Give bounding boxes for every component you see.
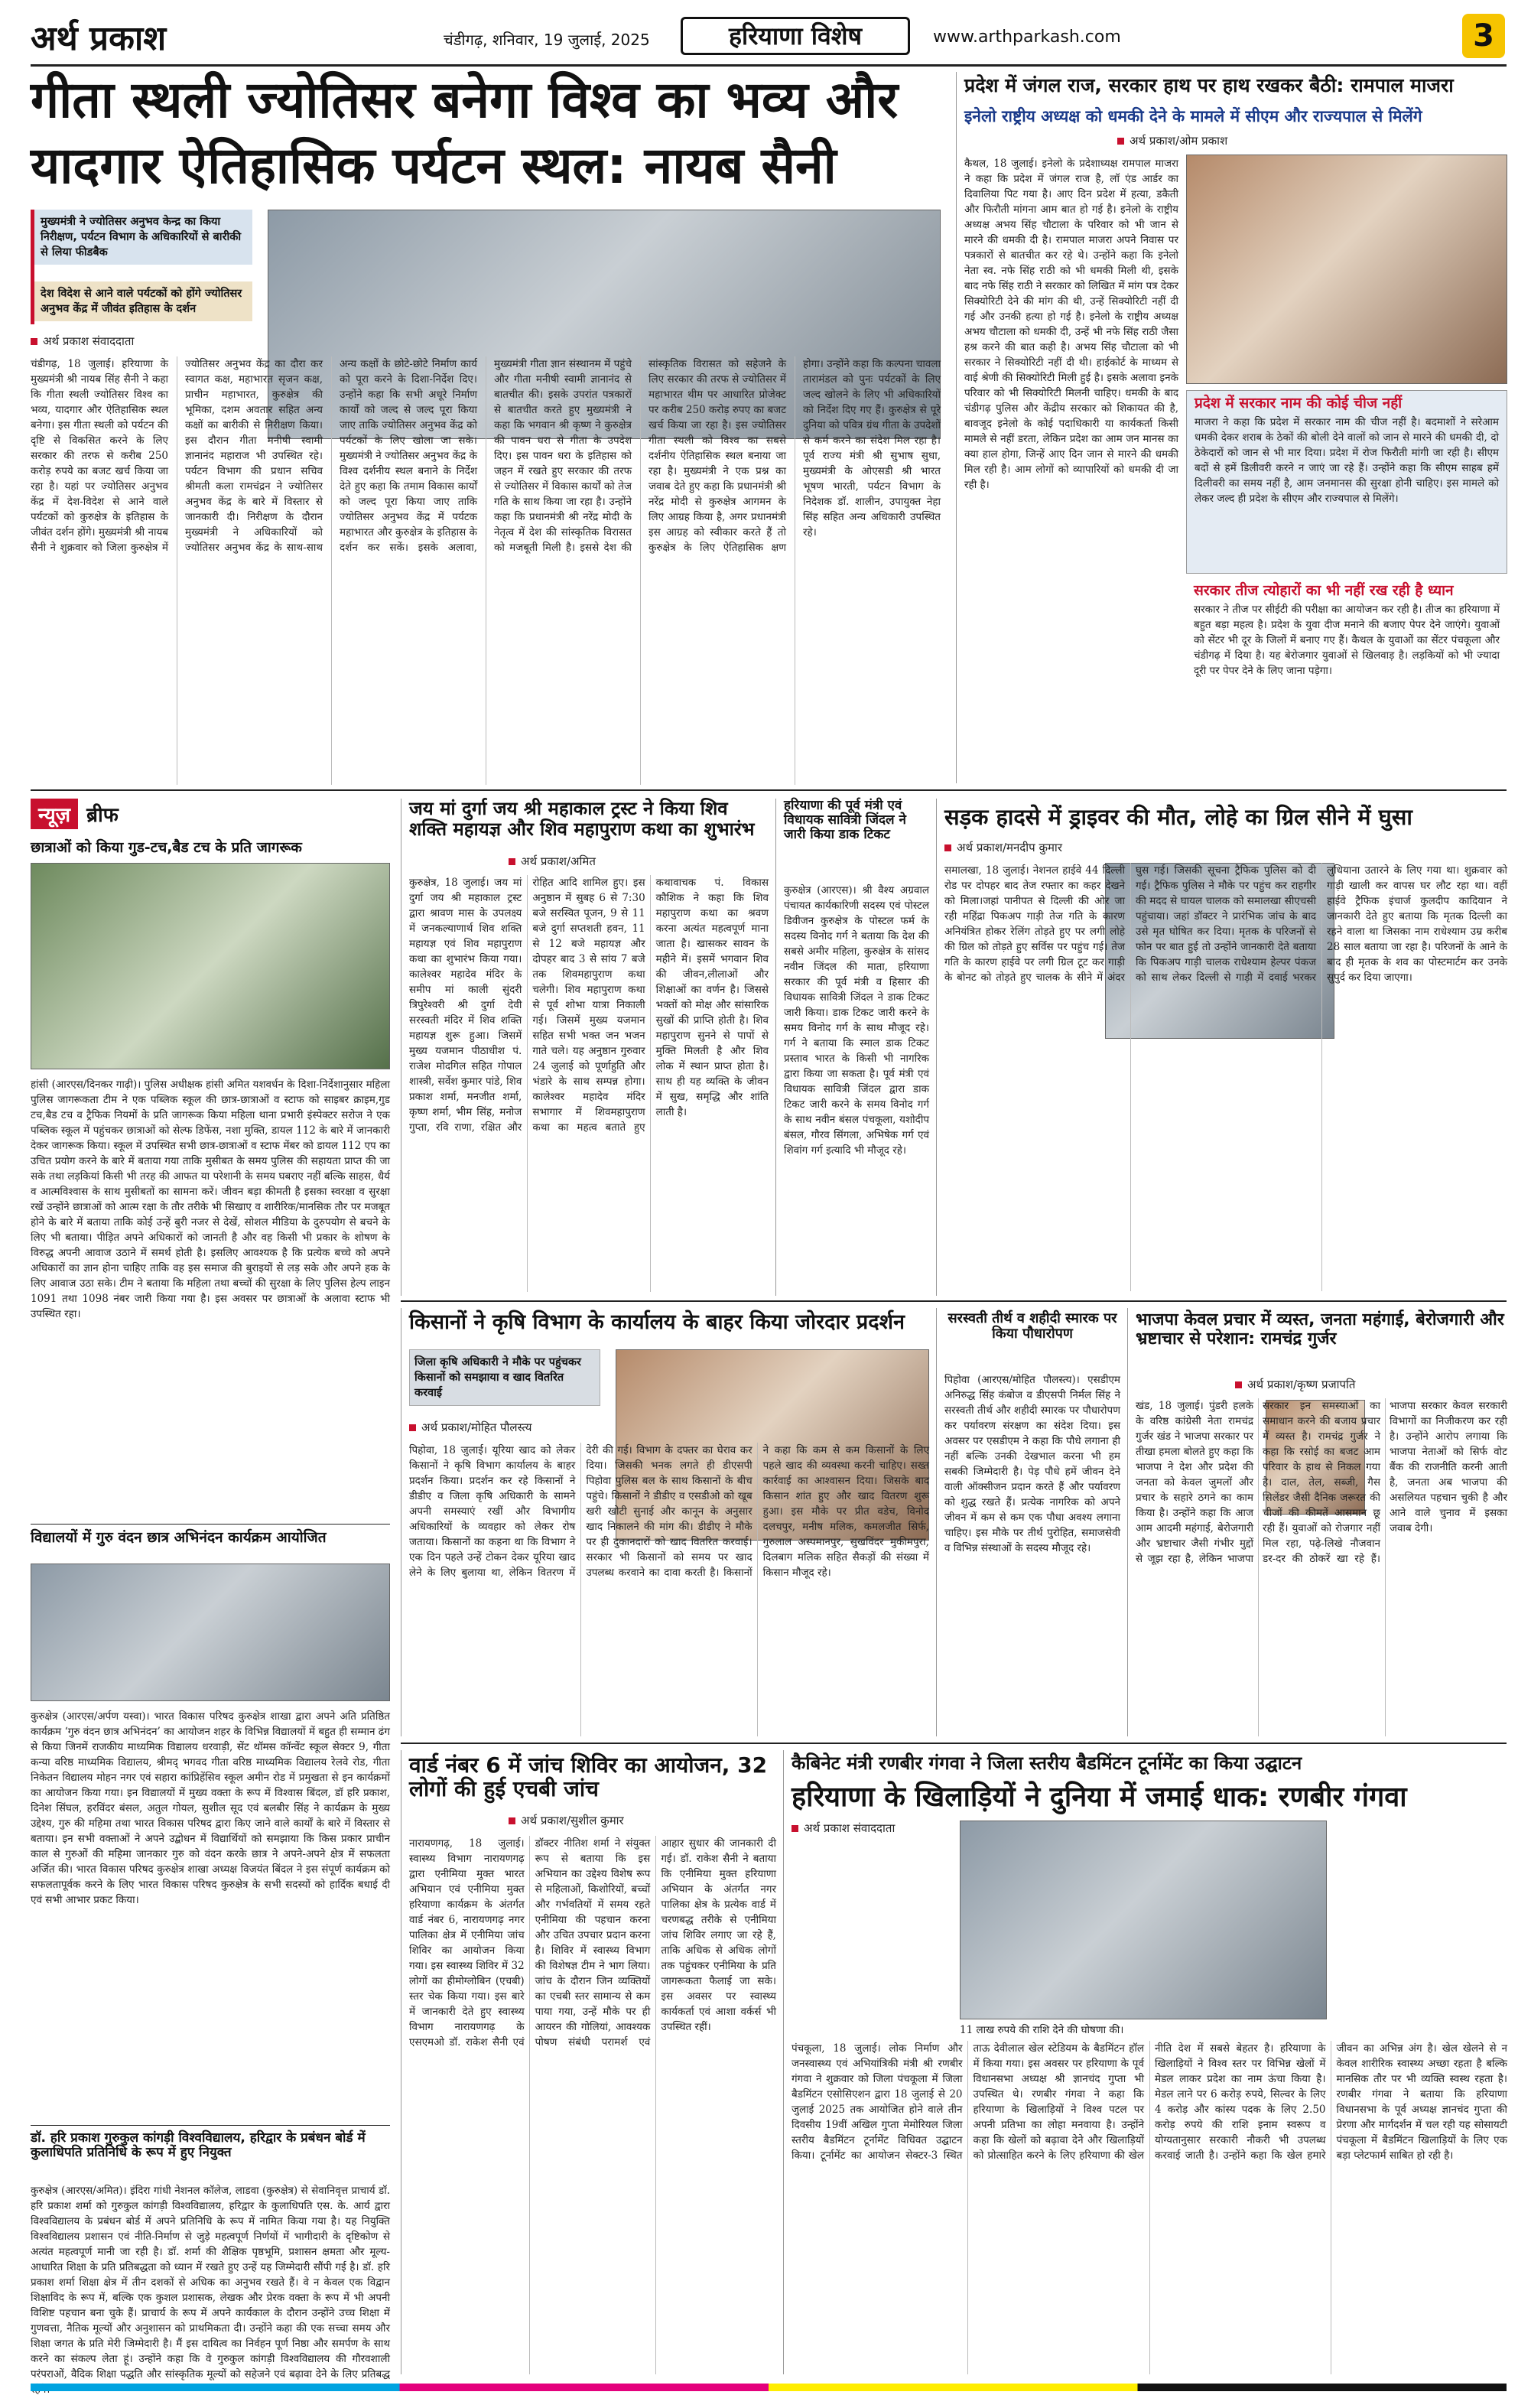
- rampal-story: [956, 72, 1507, 783]
- brief-rule-2: [31, 2125, 390, 2126]
- news-brief: [31, 799, 390, 2380]
- brief-3-title: डॉ. हरि प्रकाश गुरुकुल कांगड़ी विश्वविद्यालय, हरिद्वार के प्रबंधन बोर्ड में कुलाधिपति प्रतिनिधि के रूप में हुए नियुक्त: [31, 2130, 366, 2161]
- brief-rule-1: [31, 1524, 390, 1525]
- lead-highlight-2: देश विदेश से आने वाले पर्यटकों को होंगे ज्योतिसर अनुभव केंद्र में जीवंत इतिहास के दर्शन: [34, 281, 252, 321]
- farmers-story: [401, 1308, 928, 1736]
- rampal-body: कैथल, 18 जुलाई। इनेलो के प्रदेशाध्यक्ष रामपाल माजरा ने कहा कि प्रदेश में जंगल राज है, लॉ एंड आर्डर का दिवालिया पिट गया है। आए दिन प्रदेश में हत्या, डकैती और फिरौती मांगना आम बात हो गई है। इनेलो के राष्ट्रीय अध्यक्ष अभय सिंह चौटाला के परिवार को भी जान से मारने की धमकी दी है। रामपाल माजरा अपने निवास पर पत्रकारों से बातचीत कर रहे थे। उन्होंने कहा कि इनेलो नेता स्व. नफे सिंह राठी को भी धमकी मिली थी, इसके बाद नफे सिंह राठी ने सरकार को लिखित में मांग पत्र देकर सिक्योरिटी देने की मांग की थी, उन्हें सिक्योरिटी नहीं दी गई और उनकी हत्या हो गई है। इनेलो के राष्ट्रीय अध्यक्ष अभय चौटाला को धमकी दी, उन्हें भी नफे सिंह राठी जैसा हश्र करने की बात कही है। अभय सिंह चौटाला को भी सरकार ने सिक्योरिटी नहीं दी थी। हाईकोर्ट के माध्यम से वाई श्रेणी की सिक्योरिटी मिली हुई है। इसके अलावा इनके परिवार को भी सिक्योरिटी मिलनी चाहिए। धमकी के बाद चंडीगढ़ पुलिस और केंद्रीय सरकार को शिकायत की है, बावजूद इनेलो के कोई पदाधिकारी या कार्यकर्ता किसी मामले से नहीं डरता, लेकिन प्रदेश का आम जन मानस का क्या हाल होगा, जिन्हें आए दिन जान से मारने की धमकी मिल रही है। आम लोगों को व्यापारियों को धमकी दी जा रही है।: [964, 158, 1178, 491]
- lead-body: चंडीगढ़, 18 जुलाई। हरियाणा के मुख्यमंत्री श्री नायब सिंह सैनी ने कहा कि गीता स्थली ज्योतिसर विश्व का भव्य, यादगार और ऐतिहासिक स्थल बनेगा। इस गीता स्थली को पर्यटन की दृष्टि से विकसित करने के लिए सरकार की तरफ से करीब 250 करोड़ रुपये का बजट खर्च किया जा रहा है। यहां पर ज्योतिसर अनुभव केंद्र में देश-विदेश से आने वाले पर्यटकों को कुरुक्षेत्र के इतिहास के जीवंत दर्शन होंगे। मुख्यमंत्री श्री नायब सैनी ने शुक्रवार को जिला कुरुक्षेत्र में ज्योतिसर अनुभव केंद्र का दौरा कर स्वागत कक्ष, महाभारत सृजन कक्ष, प्राचीन महाभारत, कुरुक्षेत्र की भूमिका, दशम अवतार सहित अन्य कक्षों का बारीकी से निरीक्षण किया। इस दौरान गीता मनीषी स्वामी ज्ञानानंद महाराज भी उपस्थित रहे। पर्यटन विभाग की प्रधान सचिव श्रीमती कला रामचंद्रन ने ज्योतिसर अनुभव केंद्र के बारे में विस्तार से जानकारी दी। निरीक्षण के दौरान मुख्यमंत्री ने अधिकारियों को ज्योतिसर अनुभव केंद्र के साथ-साथ अन्य कक्षों के छोटे-छोटे निर्माण कार्य को पूरा करने के दिशा-निर्देश दिए। उन्होंने कहा कि सभी अधूरे निर्माण कार्यों को जल्द से जल्द पूरा किया जाए ताकि ज्योतिसर अनुभव केंद्र को पर्यटकों के लिए खोला जा सके। मुख्यमंत्री ने ज्योतिसर अनुभव केंद्र के विश्व दर्शनीय स्थल बनाने के निर्देश देते हुए कहा कि तमाम विकास कार्यों को जल्द पूरा किया जाए ताकि ज्योतिसर अनुभव केंद्र में पर्यटक महाभारत और कुरुक्षेत्र के इतिहास के दर्शन कर सकें। इसके अलावा, मुख्यमंत्री गीता ज्ञान संस्थानम में पहुंचे और गीता मनीषी स्वामी ज्ञानानंद से बातचीत की। इसके उपरांत पत्रकारों से बातचीत करते हुए मुख्यमंत्री ने कहा कि भगवान श्री कृष्ण ने कुरुक्षेत्र की पावन धरा से गीता के उपदेश दिए। इस पावन धरा के इतिहास को जहन में रखते हुए सरकार की तरफ से ज्योतिसर में विकास कार्यों को तेज गति के साथ किया जा रहा है। उन्होंने कहा कि प्रधानमंत्री श्री नरेंद्र मोदी के नेतृत्व में देश की सांस्कृतिक विरासत को मजबूती मिली है। इससे देश की सांस्कृतिक विरासत को सहेजने के लिए सरकार की तरफ से ज्योतिसर में महाभारत थीम पर आधारित प्रोजेक्ट पर करीब 250 करोड़ रुपए का बजट खर्च किया जा रहा है। इस ज्योतिसर गीता स्थली को विश्व का सबसे दर्शनीय ऐतिहासिक स्थल बनाया जा रहा है। मुख्यमंत्री ने एक प्रश्न का जवाब देते हुए कहा कि प्रधानमंत्री श्री नरेंद्र मोदी से कुरुक्षेत्र आगमन के लिए आग्रह किया है, अगर प्रधानमंत्री इस आग्रह को स्वीकार करते हैं तो कुरुक्षेत्र के लिए ऐतिहासिक क्षण होगा। उन्होंने कहा कि कल्पना चावला तारामंडल को पुनः पर्यटकों के लिए जल्द खोलने के लिए भी अधिकारियों को निर्देश दिए गए हैं। कुरुक्षेत्र से पूरे दुनिया को पवित्र ग्रंथ गीता के उपदेशों से कर्म करने का संदेश मिल रहा है। पूर्व राज्य मंत्री श्री सुभाष सुधा, मुख्यमंत्री के ओएसडी श्री भारत भूषण भारती, पर्यटन विभाग के निदेशक डॉ. शालीन, उपायुक्त नेहा सिंह सहित अन्य अधिकारी उपस्थित रहे।: [31, 358, 941, 554]
- brief-1-title: छात्राओं को किया गुड-टच,बैड टच के प्रति जागरूक: [31, 839, 302, 856]
- page-number: 3: [1462, 14, 1505, 58]
- paper-name: अर्थ प्रकाश: [31, 19, 167, 58]
- durga-byline: अर्थ प्रकाश/अमित: [509, 854, 596, 869]
- gangwa-headline-2: हरियाणा के खिलाड़ियों ने दुनिया में जमाई धाक: रणबीर गंगवा: [792, 1782, 1407, 1813]
- brief-2-body: कुरुक्षेत्र (आरएस/अर्पण यस्वा)। भारत विकास परिषद कुरुक्षेत्र शाखा द्वारा अपने अति प्रतिष्ठित कार्यक्रम ‘गुरु वंदन छात्र अभिनंदन’ का आयोजन शहर के विभिन्न विद्यालयों में बहुत ही सम्मान ढंग से किया जिनमें राजकीय माध्यमिक विद्यालय धरवाड़ी, सेंट थॉमस कॉन्वेंट स्कूल सेक्टर 9, गीता कन्या वरिष्ठ माध्यमिक विद्यालय, श्रीमद् भगवद गीता वरिष्ठ माध्यमिक विद्यालय रेलवे रोड, गीता निकेतन विद्यालय मोहन नगर एवं सहारा कांप्रिहेंसिव स्कूल अमीन रोड में प्रमुखता से इन कार्यक्रमों का आयोजन किया गया। इन विद्यालयों में मुख्य वक्ता के रूप में विश्वास बिंदल, डॉ हरि प्रकाश, दिनेश सिंघल, हरविंदर बंसल, अतुल गोयल, सुशील सूद एवं बलबीर सिंह ने कार्यक्रम के मुख्य उद्देश्य, गुरु की महिमा तथा भारत विकास परिषद द्वारा किए जाने वाले कार्यों के बारे में विस्तार से बताया। इन सभी वक्ताओं ने अपने उद्बोधन में विद्यार्थियों को समझाया कि किस प्रकार प्राचीन काल से गुरुओं की महिमा जानकार गुरु को वंदन करके छात्र ने अपने-अपने क्षेत्र में सफलता अर्जित की। भारत विकास परिषद कुरुक्षेत्र शाखा अध्यक्ष विजयंत बिंदल ने इस संपूर्ण कार्यक्रम को सफलतापूर्वक करने के लिए भारत विकास परिषद कुरुक्षेत्र के सभी सदस्यों को हार्दिक बधाई दी एवं सभी आभार प्रकट किया।: [31, 1710, 390, 1906]
- brief-logo-part1: न्यूज़: [31, 799, 78, 829]
- lead-headline-1: गीता स्थली ज्योतिसर बनेगा विश्व का भव्य और: [31, 70, 899, 129]
- gangwa-byline: अर्थ प्रकाश संवाददाता: [792, 1821, 895, 1836]
- dateline: चंडीगढ़, शनिवार, 19 जुलाई, 2025: [444, 31, 650, 49]
- lead-highlight-1: मुख्यमंत्री ने ज्योतिसर अनुभव केन्द्र का किया निरीक्षण, पर्यटन विभाग के अधिकारियों से बारीकी से लिया फीडबैक: [34, 210, 252, 265]
- gurjar-headline: भाजपा केवल प्रचार में व्यस्त, जनता महंगाई, बेरोजगारी और भ्रष्टाचार से परेशान: रामचंद्र गुर्जर: [1136, 1310, 1504, 1349]
- rampal-headline: प्रदेश में जंगल राज, सरकार हाथ पर हाथ रखकर बैठी: रामपाल माजरा: [964, 74, 1454, 96]
- brief-2-photo: [31, 1564, 390, 1701]
- gangwa-body: पंचकूला, 18 जुलाई। लोक निर्माण और जनस्वास्थ्य एवं अभियांत्रिकी मंत्री श्री रणबीर गंगवा ने शुक्रवार को जिला पंचकूला में जिला बैडमिंटन एसोसिएशन द्वारा 18 जुलाई से 20 जुलाई 2025 तक आयोजित होने वाले तीन दिवसीय 19वीं अखिल गुप्ता मेमोरियल जिला स्तरीय बैडमिंटन टूर्नामेंट विधिवत उद्घाटन किया। टूर्नामेंट का आयोजन सेक्टर-3 स्थित ताऊ देवीलाल खेल स्टेडियम के बैडमिंटन हॉल में किया गया। इस अवसर पर हरियाणा के पूर्व विधानसभा अध्यक्ष श्री ज्ञानचंद गुप्ता भी उपस्थित थे। रणबीर गंगवा ने कहा कि हरियाणा के खिलाड़ियों ने विश्व पटल पर अपनी प्रतिभा का लोहा मनवाया है। उन्होंने कहा कि खेलों को बढ़ावा देने और खिलाड़ियों को प्रोत्साहित करने के लिए हरियाणा की खेल नीति देश में सबसे बेहतर है। हरियाणा के खिलाड़ियों ने विश्व स्तर पर विभिन्न खेलों में मेडल लाकर प्रदेश का नाम ऊंचा किया है। मेडल लाने पर 6 करोड़ रुपये, सिल्वर के लिए 4 करोड़ और कांस्य पदक के लिए 2.50 करोड़ रुपये की राशि इनाम स्वरूप व योग्यतानुसार सरकारी नौकरी भी उपलब्ध करवाई जाती है। उन्होंने कहा कि खेल हमारे जीवन का अभिन्न अंग है। खेल खेलने से न केवल शारीरिक स्वास्थ्य अच्छा रहता है बल्कि मानसिक तौर पर भी व्यक्ति स्वस्थ रहता है। रणबीर गंगवा ने बताया कि हरियाणा विधानसभा के पूर्व अध्यक्ष ज्ञानचंद गुप्ता की प्रेरणा और मार्गदर्शन में चल रही यह सोसायटी पंचकूला में बैडमिंटन खिलाड़ियों के लिए एक बड़ा प्लेटफार्म साबित हो रही है।: [792, 2042, 1507, 2162]
- gurjar-byline: अर्थ प्रकाश/कृष्ण प्रजापति: [1235, 1377, 1355, 1392]
- farmers-headline: किसानों ने कृषि विभाग के कार्यालय के बाहर किया जोरदार प्रदर्शन: [409, 1310, 905, 1334]
- savitri-story: [775, 799, 928, 1296]
- brief-logo: [31, 799, 214, 832]
- brief-1-photo: [31, 863, 390, 1069]
- gangwa-photo: [960, 1821, 1327, 2019]
- gangwa-headline-1: कैबिनेट मंत्री रणबीर गंगवा ने जिला स्तरीय बैडमिंटन टूर्नामेंट का किया उद्घाटन: [792, 1752, 1302, 1774]
- gurjar-story: [1127, 1308, 1507, 1736]
- farmers-subhead: जिला कृषि अधिकारी ने मौके पर पहुंचकर किसानों को समझाया व खाद वितरित करवाई: [409, 1349, 600, 1406]
- saraswati-body: पिहोवा (आरएस/मोहित पौलस्त्य)। एसडीएम अनिरुद्ध सिंह कंबोज व डीएसपी निर्मल सिंह ने सरस्वती तीर्थ और शहीदी स्मारक पर पौधारोपण कर पर्यावरण संरक्षण का संदेश दिया। इस अवसर पर एसडीएम ने कहा कि पौधे लगाना ही नहीं बल्कि उनकी देखभाल करना भी हम सबकी जिम्मेदारी है। पेड़ पौधे हमें जीवन देने वाली ऑक्सीजन प्रदान करते हैं और पर्यावरण को शुद्ध रखते हैं। प्रत्येक नागरिक को अपने जीवन में कम से कम एक पौधा अवश्य लगाना चाहिए। इस मौके पर तीर्थ पुरोहित, समाजसेवी व विभिन्न संस्थाओं के सदस्य मौजूद रहे।: [944, 1374, 1120, 1554]
- gurjar-body: खंड, 18 जुलाई। पुंडरी हलके के वरिष्ठ कांग्रेसी नेता रामचंद्र गुर्जर खंड ने भाजपा सरकार पर तीखा हमला बोलते हुए कहा कि भाजपा ने देश और प्रदेश की जनता को केवल जुमलों और प्रचार के सहारे ठगने का काम किया है। उन्होंने कहा कि आज आम आदमी महंगाई, बेरोजगारी और भ्रष्टाचार जैसी गंभीर मुद्दों से जूझ रहा है, लेकिन भाजपा सरकार इन समस्याओं का समाधान करने की बजाय प्रचार में व्यस्त है। रामचंद्र गुर्जर ने कहा कि रसोई का बजट आम परिवार के हाथ से निकल गया है। दाल, तेल, सब्जी, गैस सिलेंडर जैसी दैनिक जरूरत की चीजों की कीमतें आसमान छू रही हैं। युवाओं को रोजगार नहीं मिल रहा, पढ़े-लिखे नौजवान डर-दर की ठोकरें खा रहे हैं। भाजपा सरकार केवल सरकारी विभागों का निजीकरण कर रही है। उन्होंने आरोप लगाया कि भाजपा नेताओं को सिर्फ वोट बैंक की राजनीति करनी आती है, जनता अब भाजपा की असलियत पहचान चुकी है और आने वाले चुनाव में इसका जवाब देगी।: [1136, 1400, 1507, 1565]
- rampal-box-2: [1186, 580, 1507, 718]
- brief-2-title: विद्यालयों में गुरु वंदन छात्र अभिनंदन कार्यक्रम आयोजित: [31, 1529, 327, 1546]
- durga-story: [401, 799, 768, 1296]
- lead-headline-2: यादगार ऐतिहासिक पर्यटन स्थल: नायब सैनी: [31, 136, 837, 195]
- section-rule-1: [31, 789, 1507, 791]
- savitri-headline: हरियाणा की पूर्व मंत्री एवं विधायक सावित्री जिंदल ने जारी किया डाक टिकट: [784, 798, 906, 843]
- saraswati-headline: सरस्वती तीर्थ व शहीदी स्मारक पर किया पौधारोपण: [948, 1310, 1117, 1342]
- section-rule-2: [401, 1300, 1507, 1302]
- gangwa-caption: 11 लाख रुपये की राशि देने की घोषणा की।: [960, 2024, 1124, 2036]
- ward-body: नारायणगढ़, 18 जुलाई। स्वास्थ्य विभाग नारायणगढ़ द्वारा एनीमिया मुक्त भारत अभियान एवं एनीमिया मुक्त हरियाणा कार्यक्रम के अंतर्गत वार्ड नंबर 6, नारायणगढ़ नगर पालिका क्षेत्र में एनीमिया जांच शिविर का आयोजन किया गया। इस स्वास्थ्य शिविर में 32 लोगों का हीमोग्लोबिन (एचबी) स्तर चेक किया गया। इस बारे में जानकारी देते हुए स्वास्थ्य विभाग नारायणगढ़ के एसएमओ डॉ. राकेश सैनी एवं डॉक्टर नीतिश शर्मा ने संयुक्त रूप से बताया कि इस अभियान का उद्देश्य विशेष रूप से महिलाओं, किशोरियों, बच्चों और गर्भवतियों में समय रहते एनीमिया की पहचान करना और उचित उपचार प्रदान करना है। शिविर में स्वास्थ्य विभाग की विशेषज्ञ टीम ने भाग लिया। जांच के दौरान जिन व्यक्तियों का एचबी स्तर सामान्य से कम पाया गया, उन्हें मौके पर ही आयरन की गोलियां, आवश्यक पोषण संबंधी परामर्श एवं आहार सुधार की जानकारी दी गई। डॉ. राकेश सैनी ने बताया कि एनीमिया मुक्त हरियाणा अभियान के अंतर्गत नगर पालिका क्षेत्र के प्रत्येक वार्ड में चरणबद्ध तरीके से एनीमिया जांच शिविर लगाए जा रहे हैं, ताकि अधिक से अधिक लोगों तक पहुंचकर एनीमिया के प्रति जागरूकता फैलाई जा सके। इस अवसर पर स्वास्थ्य कार्यकर्ता एवं आशा वर्कर्स भी उपस्थित रहीं।: [409, 1837, 776, 2048]
- saraswati-story: [936, 1308, 1120, 1736]
- brief-logo-part2: ब्रीफ: [86, 804, 119, 827]
- rampal-subhead: इनेलो राष्ट्रीय अध्यक्ष को धमकी देने के मामले में सीएम और राज्यपाल से मिलेंगे: [964, 107, 1422, 125]
- rampal-box-1-title: प्रदेश में सरकार नाम की कोई चीज नहीं: [1195, 395, 1403, 412]
- section-badge: हरियाणा विशेष: [681, 17, 910, 55]
- rampal-box-2-body: सरकार ने तीज पर सीईटी की परीक्षा का आयोजन कर रही है। तीज का हरियाणा में बहुत बड़ा महत्व है। प्रदेश के युवा दीज मनाने की बजाए पेपर देने जाएंगे। युवाओं को सेंटर भी दूर के जिलों में बनाए गए हैं। कैथल के युवाओं का सेंटर पंचकूला और चंडीगढ़ में दिया है। यह बेरोजगार युवाओं से खिलवाड़ है। लड़कियों को भी ज्यादा दूरी पर पेपर देने के लिए जाना पड़ेगा।: [1194, 604, 1500, 678]
- rampal-photo: [1186, 155, 1507, 384]
- section-rule-3: [401, 1743, 1507, 1744]
- bottom-color-bar: [31, 2384, 1507, 2391]
- website-url: www.arthparkash.com: [933, 28, 1121, 47]
- rampal-box-2-title: सरकार तीज त्योहारों का भी नहीं रख रही है ध्यान: [1194, 582, 1454, 599]
- lead-story: [31, 72, 941, 783]
- rampal-box-1: [1186, 390, 1507, 574]
- accident-body: समालखा, 18 जुलाई। नेशनल हाईवे 44 दिल्ली रोड पर दोपहर बाद तेज रफ्तार का कहर देखने को मिला।जहां पानीपत से दिल्ली की ओर जा रही महिंद्रा पिकअप गाड़ी तेज गति के कारण अनियंत्रित होकर रेलिंग तोड़ते हुए पर लगी लोहे की ग्रिल को तोड़ते हुए सर्विस पर पहुंच गई। तेज गति के कारण हाईवे पर लगी ग्रिल टूट कर गाड़ी के बोनट को तोड़ते हुए चालक के सीने में अंदर घुस गई। जिसकी सूचना ट्रैफिक पुलिस को दी गई। ट्रैफिक पुलिस ने मौके पर पहुंच कर राहगीर की मदद से घायल चालक को समालखा सीएचसी पहुंचाया। जहां डॉक्टर ने प्रारंभिक जांच के बाद उसे मृत घोषित कर दिया। मृतक के परिजनों से फोन पर बात हुई तो उन्होंने जानकारी देते बताया कि पिकअप गाड़ी चालक राधेश्याम हेल्पर पंकज को साथ लेकर दिल्ली से गाड़ी में दवाई भरकर लुधियाना उतारने के लिए गया था। शुक्रवार को गाड़ी खाली कर वापस घर लौट रहा था। वहीं हाईवे ट्रैफिक इंचार्ज कुलदीप कादियान ने जानकारी देते हुए बताया कि मृतक दिल्ली का रहने वाला था जिसका नाम राधेश्याम उम्र करीब 28 साल बताया जा रहा है। परिजनों के आने के बाद ही मृतक के शव का पोस्टमार्टम कर उनके सुपुर्द कर दिया जाएगा।: [944, 864, 1507, 984]
- accident-headline: सड़क हादसे में ड्राइवर की मौत, लोहे का ग्रिल सीने में घुसा: [944, 804, 1412, 830]
- lead-byline: अर्थ प्रकाश संवाददाता: [31, 334, 134, 349]
- accident-byline: अर्थ प्रकाश/मनदीप कुमार: [944, 840, 1062, 855]
- durga-body: कुरुक्षेत्र, 18 जुलाई। जय मां दुर्गा जय श्री महाकाल ट्रस्ट द्वारा श्रावण मास के उपलक्ष्य में जनकल्याणार्थ शिव शक्ति महायज्ञ एवं शिव महापुराण कथा का शुभारंभ किया गया। कालेश्वर महादेव मंदिर के समीप मां काली सुंदरी त्रिपुरेश्वरी श्री दुर्गा देवी सरस्वती मंदिर में शिव शक्ति महायज्ञ शुरू हुआ। जिसमें मुख्य यजमान पीठाधीश पं. राजेश मोदगिल सहित गोपाल शास्त्री, सर्वेश कुमार पांडे, शिव प्रकाश शर्मा, मनजीत शर्मा, कृष्ण शर्मा, भीम सिंह, मनोज गुप्ता, रवि राणा, रक्षित और रोहित आदि शामिल हुए। इस अनुष्ठान में सुबह 6 से 7:30 बजे सरस्वित पूजन, 9 से 11 बजे दुर्गा सप्तशती हवन, 11 से 12 बजे महायज्ञ और दोपहर बाद 3 से सांय 7 बजे तक शिवमहापुराण कथा चलेगी। शिव महापुराण कथा से पूर्व शोभा यात्रा निकाली गई। जिसमें मुख्य यजमान सहित सभी भक्त जन भजन गाते चले। यह अनुष्ठान गुरुवार 24 जुलाई को पूर्णाहुति और भंडारे के साथ सम्पन्न होगा। कालेश्वर महादेव मंदिर सभागार में शिवमहापुराण कथा का महत्व बताते हुए कथावाचक पं. विकास कौशिक ने कहा कि शिव महापुराण कथा का श्रवण करना अत्यंत महत्वपूर्ण माना जाता है। खासकर सावन के महीने में। इसमें भगवान शिव की जीवन,लीलाओं और शिक्षाओं का वर्णन है। जिससे भक्तों को मोक्ष और सांसारिक सुखों की प्राप्ति होती है। शिव महापुराण सुनने से पापों से मुक्ति मिलती है और शिव लोक में स्थान प्राप्त होता है। साथ ही यह व्यक्ति के जीवन में सुख, समृद्धि और शांति लाती है।: [409, 877, 769, 1134]
- ward-story: [401, 1750, 775, 2374]
- durga-headline: जय मां दुर्गा जय श्री महाकाल ट्रस्ट ने किया शिव शक्ति महायज्ञ और शिव महापुराण कथा का शुभारंभ: [409, 798, 755, 840]
- accident-story: [936, 799, 1507, 1296]
- farmers-byline: अर्थ प्रकाश/मोहित पौलस्त्य: [409, 1420, 532, 1435]
- rampal-byline: अर्थ प्रकाश/ओम प्रकाश: [1117, 133, 1227, 148]
- brief-1-body: हांसी (आरएस/दिनकर गाढ़ी)। पुलिस अधीक्षक हांसी अमित यशवर्धन के दिशा-निर्देशानुसार महिला पुलिस जागरूकता टीम ने एक पब्लिक स्कूल की छात्र-छात्राओं व स्टाफ को साइबर क्राइम,गुड टच,बैड टच व ट्रैफिक नियमों के प्रति जागरूक किया महिला थाना प्रभारी इंस्पेक्टर सरोज ने एक पब्लिक स्कूल में पहुंचकर छात्राओं को सेल्फ डिफेंस, नशा मुक्ति, डायल 112 के बारे में जानकारी देकर जागरूक किया। स्कूल में उपस्थित सभी छात्र-छात्राओं व स्टाफ मेंबर को डायल 112 एप का उचित प्रयोग करने के बारे में बताया गया ताकि मुसीबत के समय पुलिस की सहायता प्राप्त की जा सके तथा लड़कियां किसी भी तरह की आफत या परेशानी के समय घबराए नहीं बल्कि साहस, धैर्य व आत्मविश्वास के साथ मुसीबतों का सामना करें। जीवन बड़ा कीमती है इसका स्वरक्षा व सुरक्षा रखें उन्होंने छात्राओं को आत्म रक्षा के तौर तरीके भी सिखाए व शारीरिक/मानसिक तौर पर मजबूत होने के बारे में बताया ताकि कोई उन्हें बुरी नजर से देखें, सोशल मीडिया के दुरुपयोग से बचने के लिए भी बताया। पीड़ित अपने अधिकारों को जानती है और वह किसी भी प्रकार के शोषण के विरुद्ध अपनी आवाज उठाने में समर्थ होती है। इसलिए आवश्यक है कि प्रत्येक बच्चे को अपने अधिकारों का ज्ञान होना चाहिए ताकि वह इस समाज की बुराइयों से लड़ सके और अपने हक के लिए आवाज उठा सके। टीम ने बताया कि महिला तथा बच्चों की सुरक्षा के लिए पुलिस हेल्प लाइन 1091 तथा 1098 नंबर जारी किया गया है। इस अवसर पर छात्राओं के अलावा स्टाफ भी उपस्थित रहा।: [31, 1079, 390, 1320]
- masthead-rule: [31, 64, 1507, 67]
- ward-headline: वार्ड नंबर 6 में जांच शिविर का आयोजन, 32 लोगों की हुई एचबी जांच: [409, 1752, 768, 1802]
- brief-3-body: कुरुक्षेत्र (आरएस/अमित)। इंदिरा गांधी नेशनल कॉलेज, लाडवा (कुरुक्षेत्र) से सेवानिवृत्त प्राचार्य डॉ. हरि प्रकाश शर्मा को गुरुकुल कांगड़ी विश्वविद्यालय, हरिद्वार के कुलाधिपति एस. के. आर्य द्वारा विश्वविद्यालय के प्रबंधन बोर्ड में अपने प्रतिनिधि के रूप में नामित किया गया है। यह नियुक्ति विश्वविद्यालय प्रशासन एवं नीति-निर्माण से जुड़े महत्वपूर्ण निर्णयों में भागीदारी के दृष्टिकोण से अत्यंत महत्वपूर्ण मानी जा रही है। डॉ. शर्मा की शैक्षिक पृष्ठभूमि, प्रशासन क्षमता और मूल्य-आधारित शिक्षा के प्रति प्रतिबद्धता को ध्यान में रखते हुए उन्हें यह जिम्मेदारी सौंपी गई है। डॉ. हरि प्रकाश शर्मा शिक्षा क्षेत्र में तीन दशकों से अधिक का अनुभव रखते हैं। वे न केवल एक विद्वान शिक्षाविद के रूप में, बल्कि एक कुशल प्रशासक, लेखक और प्रेरक वक्ता के रूप में भी अपनी विशिष्ट पहचान बना चुके हैं। प्राचार्य के रूप में अपने कार्यकाल के दौरान उन्होंने उच्च शिक्षा में गुणवत्ता, नैतिक मूल्यों और अनुशासन को प्राथमिकता दी। उन्होंने कहा की एक सच्चा समय और शिक्षा जगत के प्रति मेरी जिम्मेदारी है। मैं इस दायित्व का निर्वहन पूर्ण निष्ठा और समर्पण के साथ करने का संकल्प लेता हूं। उन्होंने कहा कि वे गुरुकुल कांगड़ी विश्वविद्यालय की गौरवशाली परंपराओं, वैदिक शिक्षा पद्धति और सांस्कृतिक मूल्यों को सहेजने एवं बढ़ावा देने के लिए प्रतिबद्ध: [31, 2185, 390, 2380]
- rampal-box-1-body: माजरा ने कहा कि प्रदेश में सरकार नाम की चीज नहीं है। बदमाशों ने सरेआम धमकी देकर शराब के ठेकों की बोली देने वालों को जान से मारने की धमकी दी, दो ठेकेदारों को जान से भी मार दिया। प्रदेश में रोज फिरौती मांगी जा रही है। सीएम बदों से हमें डिलीवरी करने न जाएं जा रहे हैं। उन्होंने कहा कि सीएम साहब हमें दिलीवरी का समय नहीं है, आम जनमानस की सुरक्षा होनी चाहिए। इस मामले को लेकर जल्द ही प्रदेश के सीएम और राज्यपाल से मिलेंगे।: [1195, 416, 1499, 506]
- farmers-body: पिहोवा, 18 जुलाई। यूरिया खाद को लेकर किसानों ने कृषि विभाग कार्यालय के बाहर प्रदर्शन किया। प्रदर्शन कर रहे किसानों ने डीडीए व जिला कृषि अधिकारी के सामने अपनी समस्याएं रखीं और विभागीय अधिकारियों के व्यवहार को लेकर रोष जताया। किसानों का कहना था कि विभाग ने एक दिन पहले उन्हें टोकन देकर यूरिया खाद लेने के लिए बुलाया था, लेकिन वितरण में देरी की गई। विभाग के दफ्तर का घेराव कर दिया। जिसकी भनक लगते ही डीएसपी पिहोवा पुलिस बल के साथ किसानों के बीच पहुंचे। किसानों ने डीडीए व एसडीओ को खूब खरी खोटी सुनाई और कानून के अनुसार खाद निकालने की मांग की। डीडीए ने मौके पर ही दुकानदारों को खाद वितरित करवाई। सरकार भी किसानों को समय पर खाद उपलब्ध करवाने का दावा करती है। किसानों ने कहा कि कम से कम किसानों के लिए पहले खाद की व्यवस्था करनी चाहिए। सख्त कार्रवाई का आश्वासन दिया। जिसके बाद किसान शांत हुए और खाद वितरण शुरू हुआ। इस मौके पर प्रीत वडेच, विनोद दलचपुर, मनीष मलिक, कमलजीत सिर्फ, गुरुलाल अस्पमानपुर, सुखविंदर मुकीमपुरा, दिलबाग मलिक सहित सैकड़ों की संख्या में किसान मौजूद रहे।: [409, 1444, 929, 1579]
- savitri-body: कुरुक्षेत्र (आरएस)। श्री वैश्य अग्रवाल पंचायत कार्यकारिणी सदस्य एवं पोस्टल डिवीजन कुरुक्षेत्र के पोस्टल फर्म के सदस्य विनोद गर्ग ने बताया कि देश की सबसे अमीर महिला, कुरुक्षेत्र के सांसद नवीन जिंदल की माता, हरियाणा सरकार की पूर्व मंत्री व हिसार की विधायक सावित्री जिंदल ने डाक टिकट जारी किया। डाक टिकट जारी करने के समय विनोद गर्ग के साथ मौजूद रहे। गर्ग ने बताया कि स्माल डाक टिकट प्रस्ताव भारत के किसी भी नागरिक द्वारा किया जा सकता है। पूर्व मंत्री एवं विधायक सावित्री जिंदल द्वारा डाक टिकट जारी करने के समय विनोद गर्ग के साथ नवीन बंसल पंचकूला, यशोदीप बंसल, गौरव सिंगला, अभिषेक गर्ग एवं शिवांग गर्ग इत्यादि भी मौजूद रहे।: [784, 884, 929, 1157]
- lead-highlight-box: [31, 210, 252, 324]
- ward-byline: अर्थ प्रकाश/सुशील कुमार: [509, 1813, 624, 1828]
- gangwa-story: [783, 1750, 1507, 2374]
